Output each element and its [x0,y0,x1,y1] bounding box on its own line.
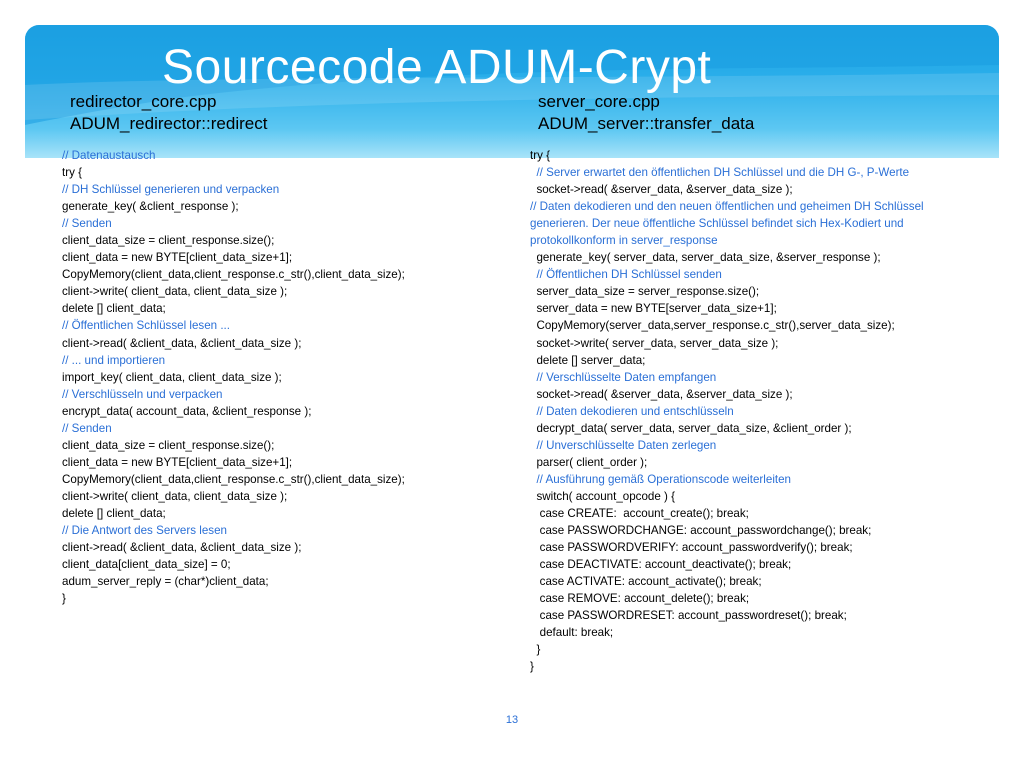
code-comment-line: // Daten dekodieren und den neuen öffentlichen und geheimen DH Schlüssel generieren. Der neue öffentliche Schlüssel befindet sich Hex-Kodiert und protokollkonform in server_response [530,200,924,248]
code-line: CopyMemory(client_data,client_response.c_str(),client_data_size); [62,268,405,282]
code-line: parser( client_order ); [530,455,648,469]
code-line: case ACTIVATE: account_activate(); break; [530,575,762,589]
code-line: decrypt_data( server_data, server_data_size, &client_order ); [530,421,852,435]
code-line: } [62,592,66,606]
left-code-block [62,147,507,607]
code-line: CopyMemory(server_data,server_response.c_str(),server_data_size); [530,319,895,333]
code-line: socket->read( &server_data, &server_data_size ); [530,387,793,401]
left-file-name: redirector_core.cpp [70,92,217,111]
code-line: socket->write( server_data, server_data_size ); [530,336,779,350]
code-line: generate_key( server_data, server_data_size, &server_response ); [530,251,881,265]
code-line: client_data_size = client_response.size(); [62,234,275,248]
code-comment-line: // Daten dekodieren und entschlüsseln [530,404,734,418]
code-line: client_data[client_data_size] = 0; [62,558,231,572]
page-number: 13 [505,714,519,726]
left-file-header [70,91,267,135]
code-line: client->read( &client_data, &client_data_size ); [62,336,302,350]
code-line: delete [] server_data; [530,353,646,367]
code-line: socket->read( &server_data, &server_data_size ); [530,183,793,197]
code-line: default: break; [530,626,614,640]
code-line: case CREATE: account_create(); break; [530,506,749,520]
code-line: encrypt_data( account_data, &client_response ); [62,404,312,418]
code-comment-line: // Ausführung gemäß Operationscode weiterleiten [530,472,792,486]
code-line: server_data_size = server_response.size(); [530,285,760,299]
code-comment-line: // Senden [62,421,112,435]
code-line: import_key( client_data, client_data_size ); [62,370,282,384]
code-line: try { [530,149,550,162]
slide-title: Sourcecode ADUM-Crypt [162,41,712,94]
code-line: case PASSWORDCHANGE: account_passwordchange(); break; [530,524,872,538]
code-line: client->read( &client_data, &client_data_size ); [62,541,302,555]
code-line: } [530,660,534,674]
code-comment-line: // Öffentlichen DH Schlüssel senden [530,268,722,282]
code-line: client->write( client_data, client_data_size ); [62,489,288,503]
right-file-name: server_core.cpp [538,92,660,111]
code-comment-line: // ... und importieren [62,353,166,367]
left-function-name: ADUM_redirector::redirect [70,114,268,133]
code-comment-line: // Die Antwort des Servers lesen [62,524,227,538]
code-comment-line: // Unverschlüsselte Daten zerlegen [530,438,717,452]
code-comment-line: // Server erwartet den öffentlichen DH Schlüssel und die DH G-, P-Werte [530,166,910,180]
code-line: server_data = new BYTE[server_data_size+1]; [530,302,777,316]
code-comment-line: // Verschlüsseln und verpacken [62,387,223,401]
code-line: case REMOVE: account_delete(); break; [530,592,750,606]
code-line: delete [] client_data; [62,302,166,316]
code-line: case PASSWORDVERIFY: account_passwordverify(); break; [530,541,853,555]
code-line: CopyMemory(client_data,client_response.c_str(),client_data_size); [62,472,405,486]
code-line: try { [62,166,82,180]
code-line: delete [] client_data; [62,506,166,520]
right-code-block [530,147,970,675]
code-comment-line: // Senden [62,217,112,231]
code-comment-line: // DH Schlüssel generieren und verpacken [62,183,280,197]
code-line: client->write( client_data, client_data_size ); [62,285,288,299]
code-line: switch( account_opcode ) { [530,489,676,503]
code-line: client_data = new BYTE[client_data_size+1]; [62,251,293,265]
code-comment-line: // Datenaustausch [62,149,156,162]
code-comment-line: // Verschlüsselte Daten empfangen [530,370,717,384]
code-line: client_data_size = client_response.size(); [62,438,275,452]
right-file-header [538,91,754,135]
code-line: generate_key( &client_response ); [62,200,239,214]
code-line: case PASSWORDRESET: account_passwordreset(); break; [530,609,847,623]
right-function-name: ADUM_server::transfer_data [538,114,755,133]
code-line: case DEACTIVATE: account_deactivate(); break; [530,558,792,572]
code-comment-line: // Öffentlichen Schlüssel lesen ... [62,319,230,333]
code-line: } [530,643,541,657]
code-line: adum_server_reply = (char*)client_data; [62,575,269,589]
code-line: client_data = new BYTE[client_data_size+1]; [62,455,293,469]
